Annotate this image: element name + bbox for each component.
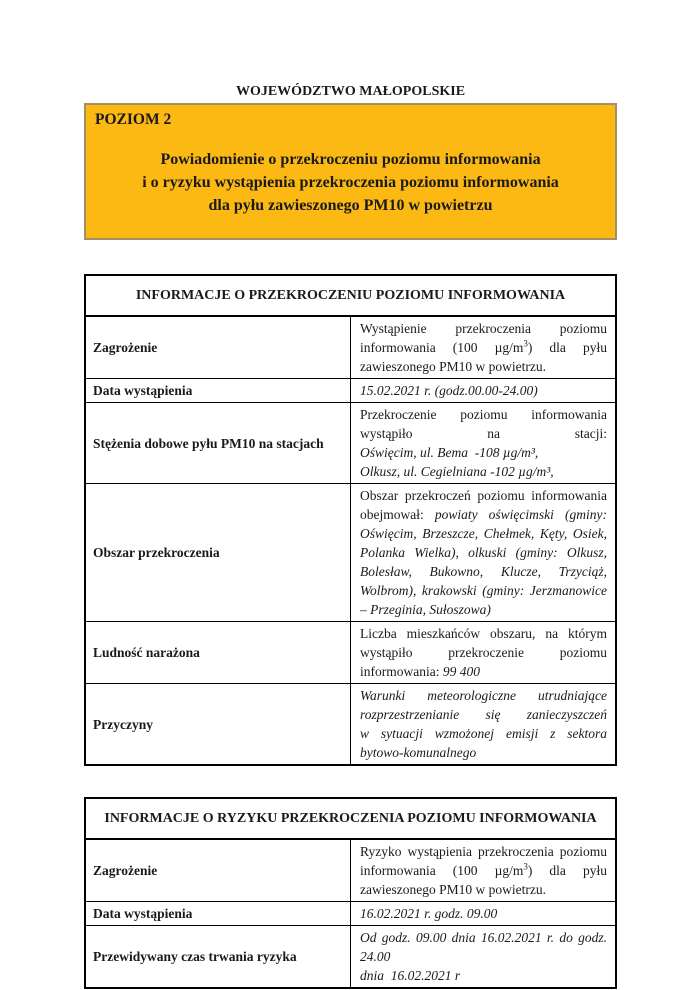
row-label-zagrozenie: Zagrożenie	[85, 316, 351, 379]
row-label-czas-trwania-ryzyka: Przewidywany czas trwania ryzyka	[85, 926, 351, 989]
alert-message-line: Powiadomienie o przekroczeniu poziomu informowania	[160, 151, 541, 168]
row-value-czas-trwania-ryzyka: Od godz. 09.00 dnia 16.02.2021 r. do godz. 24.00 dnia 16.02.2021 r	[351, 926, 617, 989]
table-row	[85, 403, 616, 484]
alert-message-line: dla pyłu zawieszonego PM10 w powietrzu	[208, 197, 493, 214]
alert-message-line: i o ryzyku wystąpienia przekroczenia poziomu informowania	[142, 174, 559, 191]
alert-banner	[84, 103, 617, 240]
row-value-risk-zagrozenie: Ryzyko wystąpienia przekroczenia poziomu informowania (100 $\mu g/m^3$) dla pyłu zawieszonego PM10 w powietrzu.	[351, 839, 617, 902]
row-label-ludnosc-narazona: Ludność narażona	[85, 622, 351, 684]
table-row	[85, 926, 616, 989]
exceedance-info-table	[84, 274, 617, 766]
table-row	[85, 484, 616, 622]
row-value-stezenia-dobowe: Przekroczenie poziomu informowania wystąpiło na stacji: Oświęcim, ul. Bema -108 µg/m³, Olkusz, ul. Cegielniana -102 µg/m³,	[351, 403, 617, 484]
row-label-obszar-przekroczenia: Obszar przekroczenia	[85, 484, 351, 622]
row-value-ludnosc-narazona: Liczba mieszkańców obszaru, na którym wystąpiło przekroczenie poziomu informowania: 99 400	[351, 622, 617, 684]
row-label-risk-data-wystapienia: Data wystąpienia	[85, 902, 351, 926]
row-label-data-wystapienia: Data wystąpienia	[85, 379, 351, 403]
row-label-przyczyny: Przyczyny	[85, 684, 351, 766]
risk-info-table	[84, 797, 617, 989]
alert-level-label: POZIOM 2	[95, 111, 172, 128]
table-row	[85, 902, 616, 926]
row-label-risk-zagrozenie: Zagrożenie	[85, 839, 351, 902]
table-row	[85, 622, 616, 684]
row-value-data-wystapienia: 15.02.2021 r. (godz.00.00-24.00)	[351, 379, 617, 403]
row-label-stezenia-dobowe: Stężenia dobowe pyłu PM10 na stacjach	[85, 403, 351, 484]
risk-table-title: INFORMACJE O RYZYKU PRZEKROCZENIA POZIOMU INFORMOWANIA	[85, 798, 616, 839]
document-content	[84, 0, 617, 989]
table-row	[85, 316, 616, 379]
table-row	[85, 379, 616, 403]
row-value-zagrozenie: Wystąpienie przekroczenia poziomu informowania (100 $\mu g/m^3$) dla pyłu zawieszonego PM10 w powietrzu.	[351, 316, 617, 379]
alert-message	[95, 148, 606, 217]
row-value-obszar-przekroczenia: Obszar przekroczeń poziomu informowania obejmował: powiaty oświęcimski (gminy: Oświęcim, Brzeszcze, Chełmek, Kęty, Osiek, Polanka Wielka), olkuski (gminy: Olkusz, Bolesław, Bukowno, Klucze, Trzyciąż, Wolbrom), krakowski (gminy: Jerzmanowice – Przeginia, Sułoszowa)	[351, 484, 617, 622]
row-value-przyczyny: Warunki meteorologiczne utrudniające rozprzestrzenianie się zanieczyszczeń w sytuacji wzmożonej emisji z sektora bytowo-komunalnego	[351, 684, 617, 766]
table-row	[85, 684, 616, 766]
table-row	[85, 839, 616, 902]
exceedance-table-title: INFORMACJE O PRZEKROCZENIU POZIOMU INFORMOWANIA	[85, 275, 616, 316]
table-header-row	[85, 798, 616, 839]
table-header-row	[85, 275, 616, 316]
row-value-risk-data-wystapienia: 16.02.2021 r. godz. 09.00	[351, 902, 617, 926]
region-title: WOJEWÓDZTWO MAŁOPOLSKIE	[235, 84, 466, 99]
